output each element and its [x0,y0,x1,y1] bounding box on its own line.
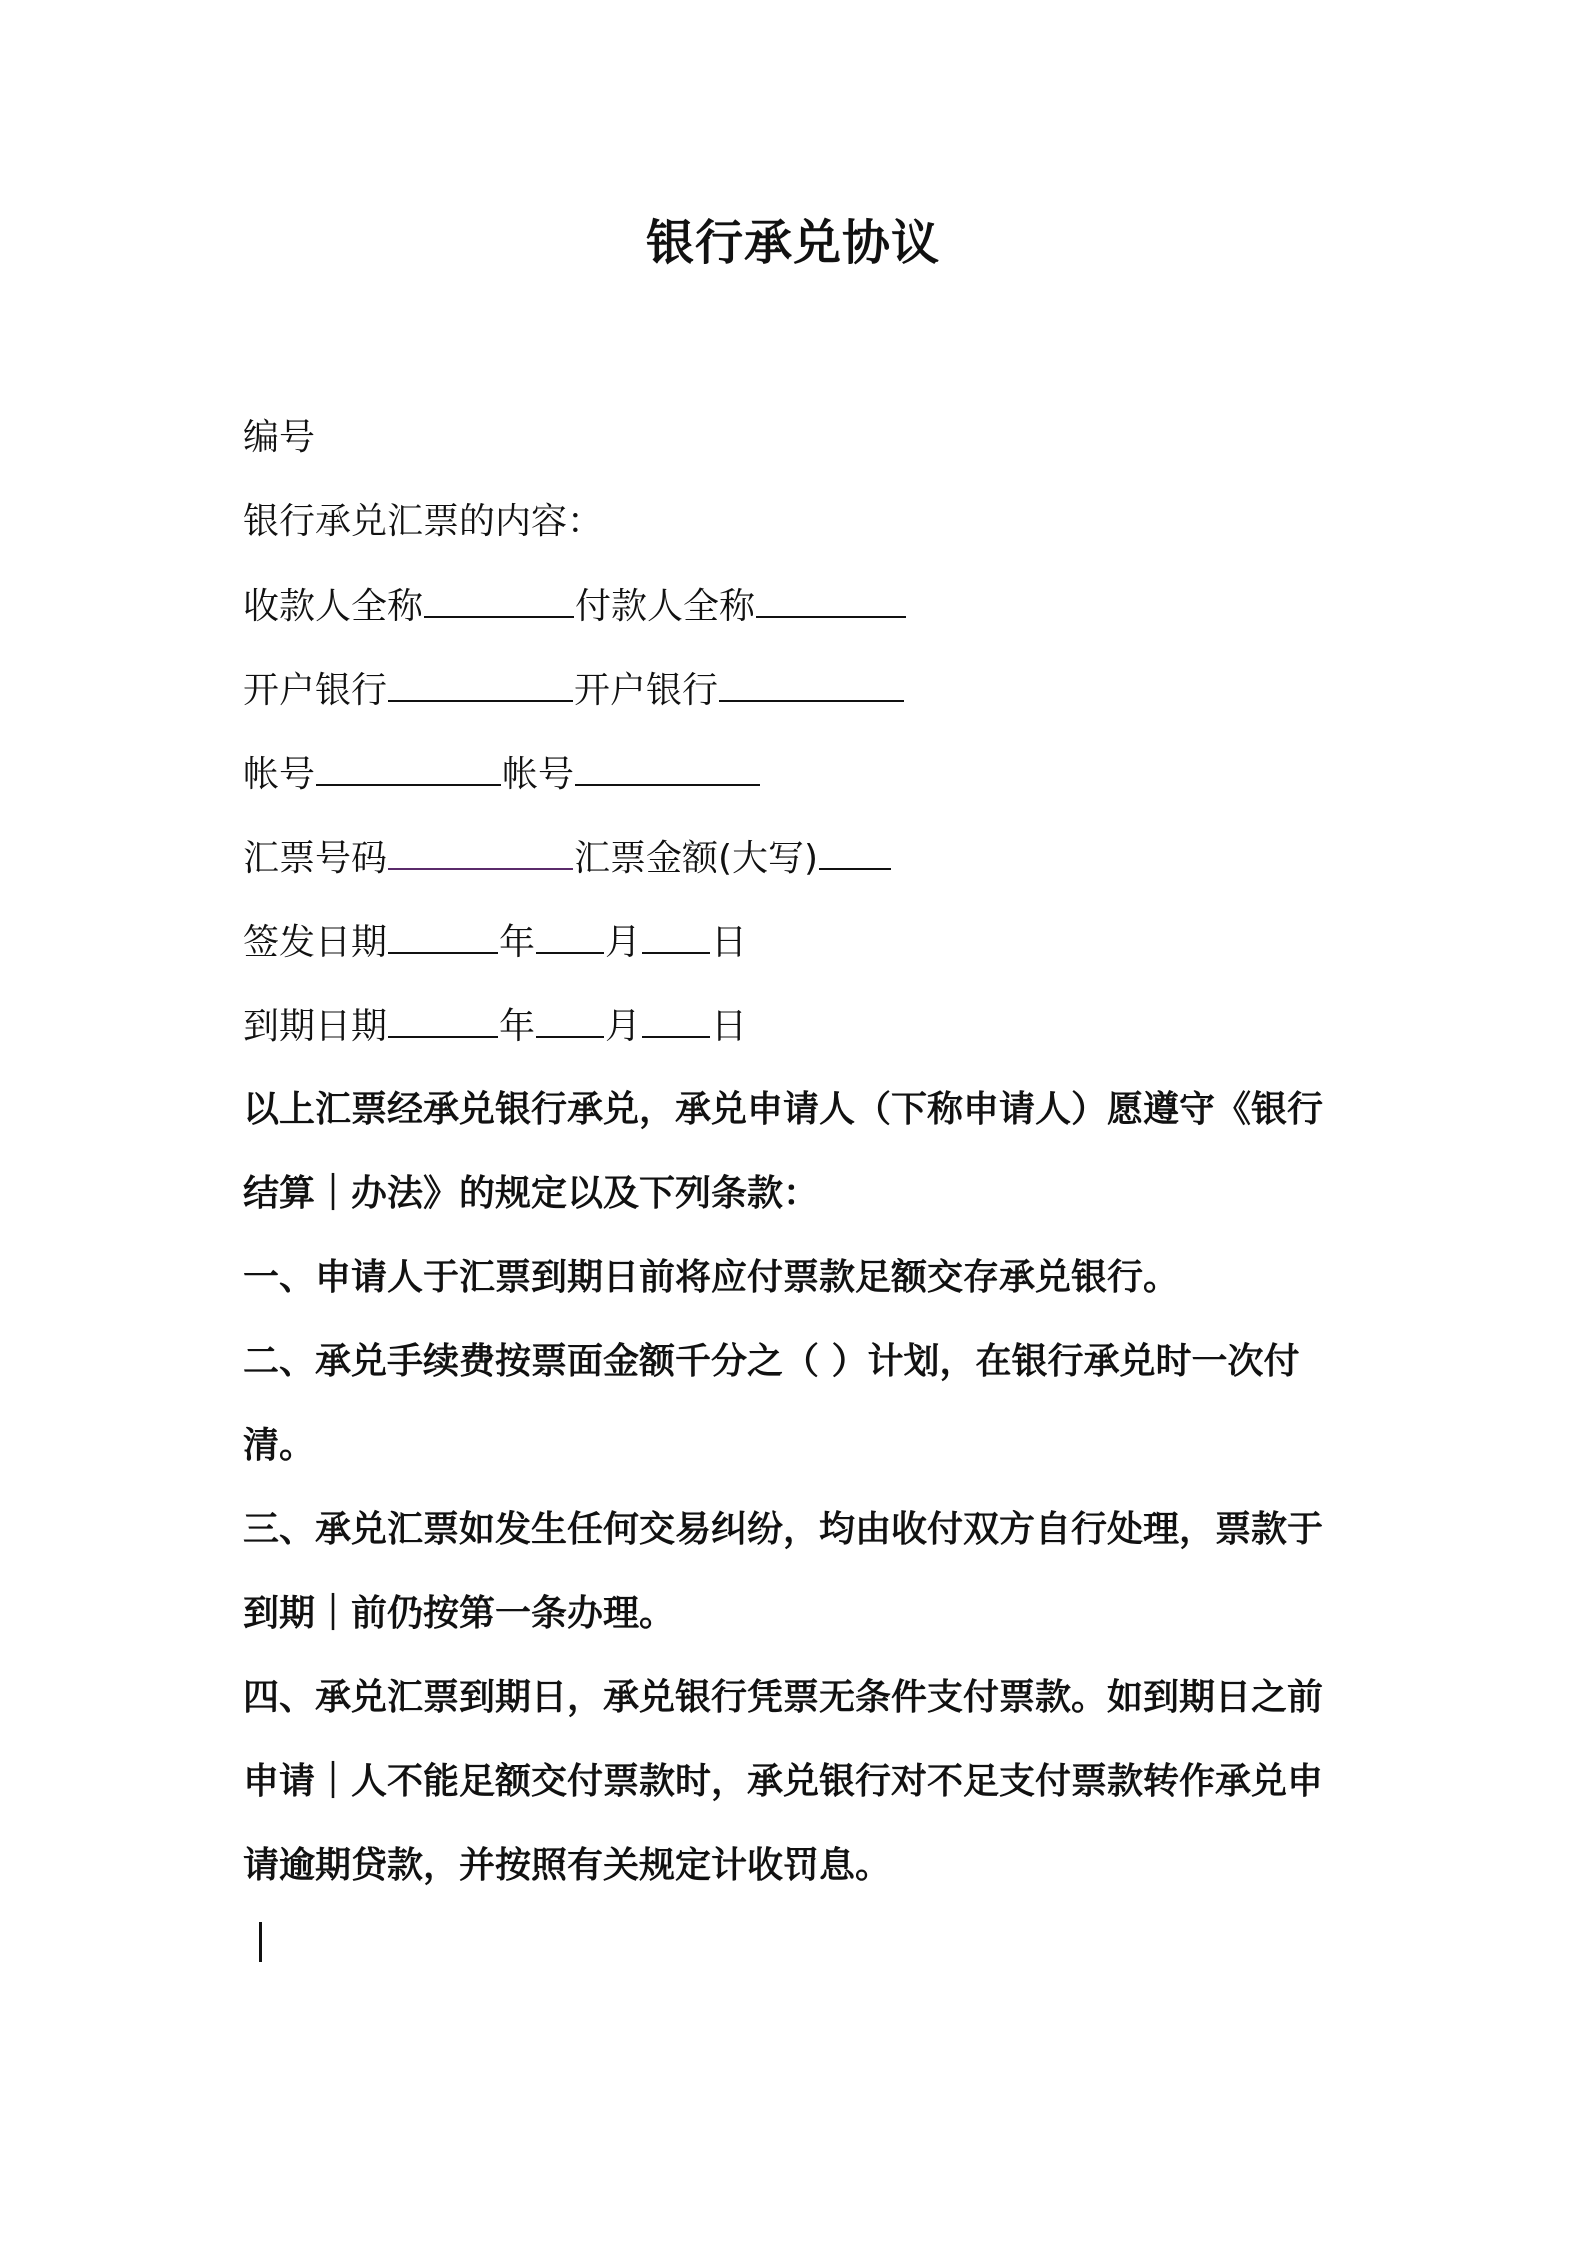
due-month-blank [536,998,604,1038]
clause-2-line-2: 清。 [243,1425,316,1466]
payer-name-blank [756,578,906,618]
bank-label-1: 开户银行 [243,670,388,711]
due-date-label: 到期日期 [243,1006,388,1047]
account-blank-1 [316,746,501,786]
bill-line [243,830,1363,887]
bill-amount-blank [819,830,891,870]
content-label: 银行承兑汇票的内容： [243,501,604,542]
clause-3-line-2: 到期｜前仍按第一条办理。 [243,1593,676,1634]
bank-label-2: 开户银行 [574,670,719,711]
due-day-blank [642,998,710,1038]
issue-day-blank [642,914,710,954]
clause-4-line-1: 四、承兑汇票到期日，承兑银行凭票无条件支付票款。如到期日之前 [243,1677,1324,1718]
bill-number-label: 汇票号码 [243,838,388,879]
due-year-label: 年 [499,1006,536,1047]
clause-4-line-2: 申请｜人不能足额交付票款时，承兑银行对不足支付票款转作承兑申 [243,1761,1324,1802]
bank-blank-2 [719,662,904,702]
document-title: 银行承兑协议 [645,215,940,271]
content-heading [243,494,1363,550]
due-month-label: 月 [605,1006,642,1047]
clause-4-line-3: 请逾期贷款，并按照有关规定计收罚息。 [243,1845,892,1886]
account-label-1: 帐号 [243,754,316,795]
intro-line-2: 结算｜办法》的规定以及下列条款： [243,1173,820,1214]
account-line [243,746,1363,803]
payee-name-blank [424,578,574,618]
bill-number-blank [388,830,573,870]
intro-line-1: 以上汇票经承兑银行承兑，承兑申请人（下称申请人）愿遵守《银行 [243,1089,1324,1130]
issue-date-label: 签发日期 [243,922,388,963]
payee-payer-line [243,578,1363,635]
account-blank-2 [575,746,760,786]
payee-name-label: 收款人全称 [243,586,424,627]
text-cursor-mark [259,1922,262,1962]
issue-month-label: 月 [605,922,642,963]
account-label-2: 帐号 [502,754,575,795]
clause-3-line-1: 三、承兑汇票如发生任何交易纠纷，均由收付双方自行处理，票款于 [243,1509,1324,1550]
issue-year-label: 年 [499,922,536,963]
issue-month-blank [536,914,604,954]
due-date-line [243,998,1363,1055]
bill-amount-label: 汇票金额(大写) [574,838,819,879]
clause-1: 一、申请人于汇票到期日前将应付票款足额交存承兑银行。 [243,1257,1180,1298]
issue-day-label: 日 [711,922,748,963]
number-label: 编号 [243,417,316,458]
payer-name-label: 付款人全称 [575,586,756,627]
bank-line [243,662,1363,719]
clause-2-line-1: 二、承兑手续费按票面金额千分之（ ）计划，在银行承兑时一次付 [243,1341,1300,1382]
issue-year-blank [388,914,498,954]
number-line [243,410,1363,466]
due-day-label: 日 [711,1006,748,1047]
due-year-blank [388,998,498,1038]
issue-date-line [243,914,1363,971]
bank-blank-1 [388,662,573,702]
